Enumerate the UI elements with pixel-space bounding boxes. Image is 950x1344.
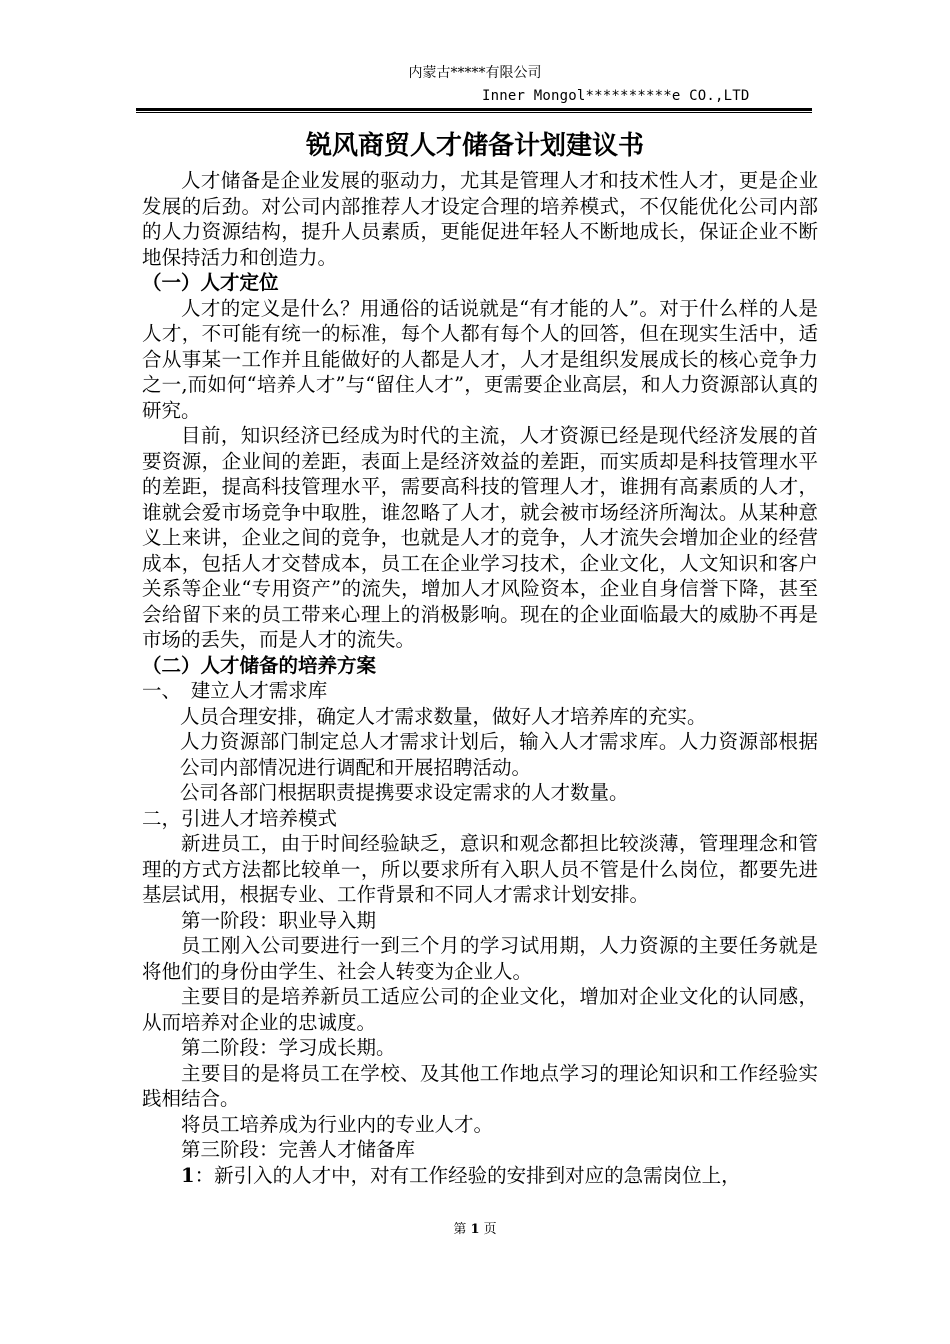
list-item-demand-a: 人员合理安排，确定人才需求数量，做好人才培养库的充实。 xyxy=(180,704,707,728)
stage-three-item-1-text: ：新引入的人才中，对有工作经验的安排到对应的急需岗位上， xyxy=(194,1163,741,1187)
stage-one-title: 第一阶段：职业导入期 xyxy=(181,908,377,932)
stage-one-text-a: 员工刚入公司要进行一到三个月的学习试用期，人力资源的主要任务就是将他们的身份由学生、社会人转变为企业人。 xyxy=(142,934,818,983)
document-title: 锐风商贸人才储备计划建议书 xyxy=(305,131,644,161)
page-number-prefix: 第 xyxy=(453,1222,467,1237)
stage-two-text-b: 将员工培养成为行业内的专业人才。 xyxy=(181,1112,494,1136)
page-number: 1 xyxy=(470,1222,480,1237)
stage-one-text-b: 主要目的是培养新员工适应公司的企业文化，增加对企业文化的认同感，从而培养对企业的忠诚度。 xyxy=(142,985,818,1034)
section-heading-talent-definition: （一）人才定位 xyxy=(142,271,279,294)
list-item-demand-b: 人力资源部门制定总人才需求计划后，输入人才需求库。人力资源部根据公司内部情况进行调配和开展招聘活动。 xyxy=(180,730,818,779)
section-heading-training-plan: （二）人才储备的培养方案 xyxy=(142,653,377,677)
stage-two-title: 第二阶段：学习成长期。 xyxy=(181,1036,396,1059)
header-rule-thin xyxy=(136,112,812,113)
intro-paragraph: 人才储备是企业发展的驱动力，尤其是管理人才和技术性人才，更是企业发展的后劲。对公司内部推荐人才设定合理的培养模式，不仅能优化公司内部的人力资源结构，提升人员素质，更能促进年轻人不断地成长，保证企业不断地保持活力和创造力。 xyxy=(142,169,818,269)
subsection-title-training-model: 二，引进人才培养模式 xyxy=(142,806,338,830)
stage-three-item-1-number: 1 xyxy=(181,1163,195,1187)
paragraph-talent-definition: 人才的定义是什么？用通俗的话说就是“有才能的人”。对于什么样的人是人才，不可能有统一的标准，每个人都有每个人的回答，但在现实生活中，适合从事某一工作并且能做好的人都是人才，人才是组织发展成长的核心竞争力之一,而如何“培养人才”与“留住人才”，更需要企业高层，和人力资源部认真的研究。 xyxy=(142,296,818,422)
stage-two-text-a: 主要目的是将员工在学校、及其他工作地点学习的理论知识和工作经验实践相结合。 xyxy=(142,1061,818,1110)
paragraph-knowledge-economy: 目前，知识经济已经成为时代的主流，人才资源已经是现代经济发展的首要资源，企业间的差距，表面上是经济效益的差距，而实质却是科技管理水平的差距，提高科技管理水平，需要高科技的管理人才，谁拥有高素质的人才，谁就会爱市场竞争中取胜，谁忽略了人才，就会被市场经济所淘汰。从某种意义上来讲，企业之间的竞争，也就是人才的竞争，人才流失会增加企业的经营成本，包括人才交替成本，员工在企业学习技术，企业文化，人文知识和客户关系等企业“专用资产”的流失，增加人才风险资本，企业自身信誉下降，甚至会给留下来的员工带来心理上的消极影响。现在的企业面临最大的威胁不再是市场的丢失，而是人才的流失。 xyxy=(142,424,818,651)
page-number-suffix: 页 xyxy=(483,1222,497,1237)
paragraph-new-employees: 新进员工，由于时间经验缺乏，意识和观念都担比较淡薄，管理理念和管理的方式方法都比较单一，所以要求所有入职人员不管是什么岗位，都要先进基层试用，根据专业、工作背景和不同人才需求计划安排。 xyxy=(142,832,818,906)
stage-three-title: 第三阶段：完善人才储备库 xyxy=(181,1138,416,1161)
list-item-demand-c: 公司各部门根据职责提携要求设定需求的人才数量。 xyxy=(180,781,629,804)
stage-three-item-1 xyxy=(142,1163,818,1189)
header-rule-thick xyxy=(136,108,812,111)
header-company-en: Inner Mongol**********e CO.,LTD xyxy=(482,88,750,104)
header-company-cn: 内蒙古*****有限公司 xyxy=(408,65,542,81)
page-footer xyxy=(0,1222,950,1238)
document-body xyxy=(142,168,818,1188)
subsection-title-demand-pool: 一、 建立人才需求库 xyxy=(142,679,328,702)
